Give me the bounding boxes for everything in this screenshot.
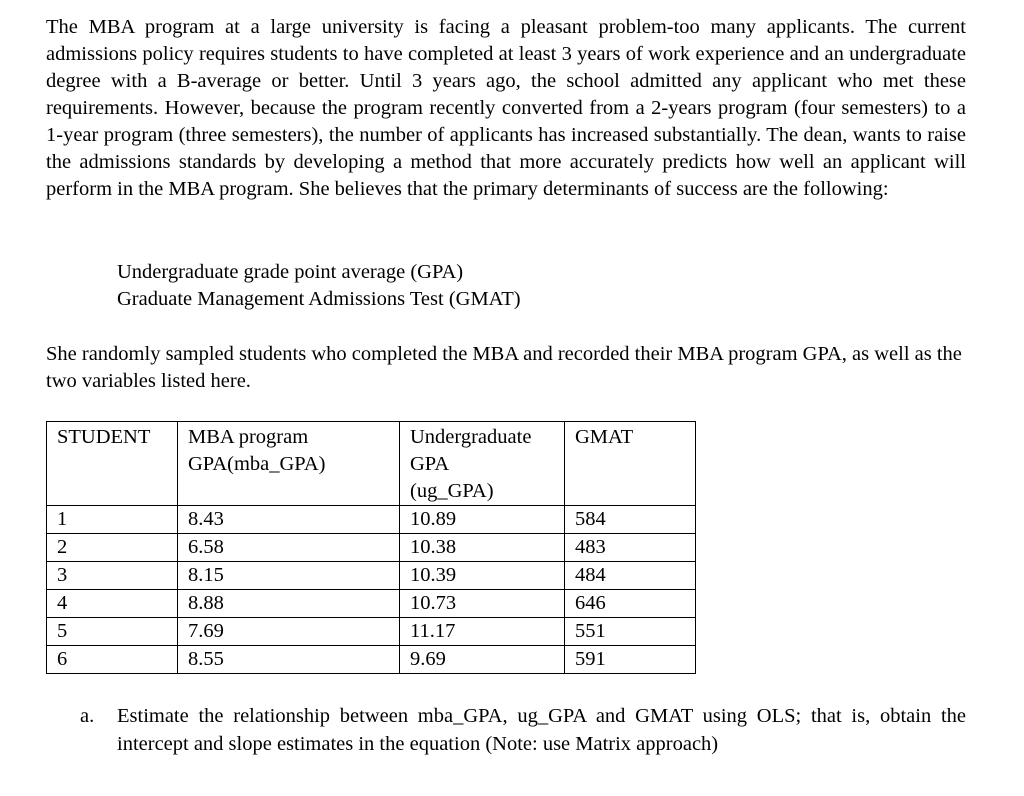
cell-ug-gpa: 10.38: [400, 534, 565, 562]
header-mba-line1: MBA program: [188, 426, 309, 448]
cell-ug-gpa: 10.73: [400, 590, 565, 618]
header-student-label: STUDENT: [57, 426, 151, 448]
table-row: [47, 562, 696, 590]
cell-student: 1: [47, 506, 178, 534]
cell-mba-gpa: 8.15: [178, 562, 400, 590]
cell-ug-gpa: 11.17: [400, 618, 565, 646]
header-gmat-label: GMAT: [575, 426, 634, 448]
sample-paragraph: She randomly sampled students who completed the MBA and recorded their MBA program GPA, as well as the two variables listed here.: [46, 343, 962, 392]
header-ug-line1: Undergraduate: [410, 426, 532, 448]
student-data-table: [46, 421, 696, 674]
cell-gmat: 484: [565, 562, 696, 590]
question-text: Estimate the relationship between mba_GPA, ug_GPA and GMAT using OLS; that is, obtain the intercept and slope estimates in the equation (Note: use Matrix approach): [117, 705, 966, 755]
cell-student: 3: [47, 562, 178, 590]
intro-paragraph: The MBA program at a large university is facing a pleasant problem-too many applicants. The current admissions policy requires students to have completed at least 3 years of work experience and an undergraduate degree with a B-average or better. Until 3 years ago, the school admitted any applicant who met these requirements. However, because the program recently converted from a 2-years program (four semesters) to a 1-year program (three semesters), the number of applicants has increased substantially. The dean, wants to raise the admissions standards by developing a method that more accurately predicts how well an applicant will perform in the MBA program. She believes that the primary determinants of success are the following:: [46, 16, 966, 200]
header-student: [47, 422, 178, 506]
header-ug-line3: (ug_GPA): [410, 480, 494, 502]
question-a: [80, 702, 966, 758]
cell-student: 4: [47, 590, 178, 618]
table-row: [47, 618, 696, 646]
cell-gmat: 551: [565, 618, 696, 646]
cell-mba-gpa: 8.88: [178, 590, 400, 618]
cell-ug-gpa: 9.69: [400, 646, 565, 674]
question-label: a.: [80, 705, 95, 727]
cell-ug-gpa: 10.39: [400, 562, 565, 590]
table-row: [47, 534, 696, 562]
header-ug-gpa: [400, 422, 565, 506]
cell-ug-gpa: 10.89: [400, 506, 565, 534]
header-mba-line2: GPA(mba_GPA): [188, 453, 326, 475]
cell-gmat: 646: [565, 590, 696, 618]
cell-student: 6: [47, 646, 178, 674]
header-mba-gpa: [178, 422, 400, 506]
cell-mba-gpa: 8.55: [178, 646, 400, 674]
table-header-row: [47, 422, 696, 506]
header-ug-line2: GPA: [410, 453, 450, 475]
determinant-item: Graduate Management Admissions Test (GMAT): [117, 288, 521, 310]
determinant-item: Undergraduate grade point average (GPA): [117, 261, 464, 283]
table-row: [47, 590, 696, 618]
determinants-list: [117, 259, 521, 313]
table-row: [47, 646, 696, 674]
cell-student: 2: [47, 534, 178, 562]
table-row: [47, 506, 696, 534]
cell-mba-gpa: 6.58: [178, 534, 400, 562]
cell-gmat: 591: [565, 646, 696, 674]
header-gmat: [565, 422, 696, 506]
cell-gmat: 483: [565, 534, 696, 562]
cell-gmat: 584: [565, 506, 696, 534]
cell-mba-gpa: 8.43: [178, 506, 400, 534]
cell-mba-gpa: 7.69: [178, 618, 400, 646]
cell-student: 5: [47, 618, 178, 646]
